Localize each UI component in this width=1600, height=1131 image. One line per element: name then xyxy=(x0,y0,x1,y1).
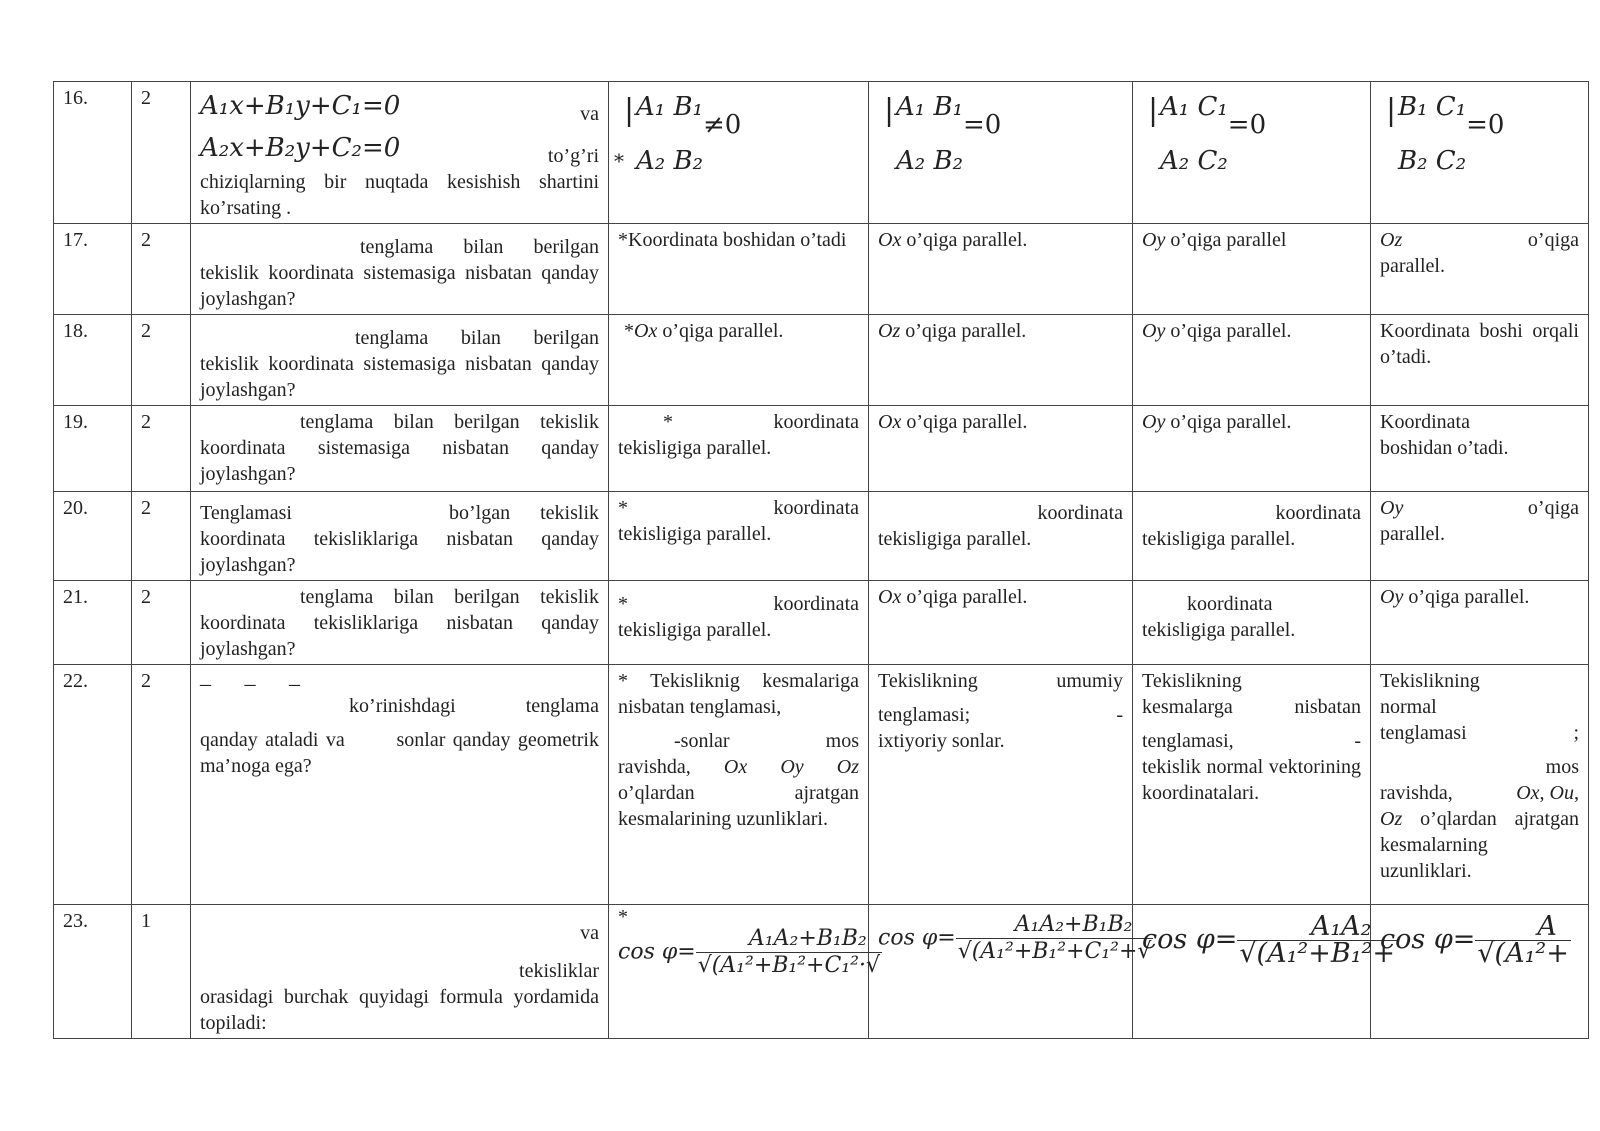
axis-name: Oy xyxy=(780,756,804,778)
answer-text: o’qiga parallel. xyxy=(657,320,784,342)
correct-mark: * xyxy=(663,411,673,433)
correct-mark: * xyxy=(614,149,624,173)
answer-text: tekisligiga parallel. xyxy=(878,528,1032,550)
formula-denominator: √(A₁²+B₁²+C₁²+√ xyxy=(957,939,1152,964)
question-row xyxy=(54,581,1589,665)
question-word: va xyxy=(580,922,599,944)
answer-option-correct xyxy=(609,224,869,315)
answer-text: * Tekisliknig kesmalariga nisbatan tenglamasi, xyxy=(618,670,859,718)
question-text xyxy=(191,492,609,581)
answer-text: o’qiga parallel. xyxy=(1380,229,1579,277)
determinant-relation: ≠0 xyxy=(703,110,742,140)
answer-option-correct: * Tekisliknig kesmalariga nisbatan tenglamasi, -sonlar mos ravishda, Ox Oy Oz o’qlardan ajratgan kesmalarining uzunliklari. xyxy=(609,665,869,905)
answer-text: *Koordinata boshidan o’tadi xyxy=(618,229,847,251)
answer-option-correct xyxy=(609,905,880,1039)
matrix-row-1: B₁ C₁ xyxy=(1398,92,1467,122)
answer-word: ravishda, xyxy=(1380,782,1453,804)
determinant-relation: =0 xyxy=(1466,110,1505,140)
question-text xyxy=(191,224,609,315)
answer-option: Tekislikning umumiy tenglamasi; - ixtiyoriy sonlar. xyxy=(869,665,1133,905)
answer-word: ravishda, xyxy=(618,756,691,778)
correct-mark: * xyxy=(618,906,628,928)
axis-name: Ox xyxy=(723,756,748,778)
answer-word: koordinata xyxy=(773,411,859,433)
question-row xyxy=(54,224,1589,315)
matrix-row-1: A₁ C₁ xyxy=(1160,92,1228,122)
axis-name: Oy xyxy=(1142,320,1166,342)
matrix-row-2: B₂ C₂ xyxy=(1398,146,1467,176)
answer-text: tekislik normal vektorining koordinatalari. xyxy=(1142,756,1361,804)
formula-numerator: A₁A₂+B₁B₂ xyxy=(696,926,882,953)
question-row xyxy=(54,905,1589,1039)
axis-name: Oy xyxy=(1142,411,1166,433)
answer-word: koordinata xyxy=(773,497,859,519)
question-score: 2 xyxy=(132,315,191,406)
question-text xyxy=(191,406,609,492)
answer-word: koordinata xyxy=(1275,502,1361,524)
axis-name: Oz xyxy=(1380,808,1403,830)
question-row xyxy=(54,82,1589,224)
axis-name: Ox xyxy=(878,229,902,251)
answer-option-correct xyxy=(609,492,869,581)
answer-option xyxy=(869,905,1152,1039)
answer-text: tekisligiga parallel. xyxy=(618,619,772,641)
answer-option xyxy=(1371,492,1589,581)
axis-name: Ox xyxy=(878,411,902,433)
axis-name: Ou xyxy=(1549,782,1574,804)
question-word: tekisliklar xyxy=(519,960,599,982)
answer-word: koordinata xyxy=(773,593,859,615)
answer-word: tenglamasi; xyxy=(878,704,971,726)
question-row xyxy=(54,492,1589,581)
answer-option: | A₁ C₁=0 A₂ C₂ xyxy=(1133,82,1371,224)
formula-placeholder: _ _ _ xyxy=(200,663,314,688)
question-word: va xyxy=(580,103,599,125)
answer-text: tekisligiga parallel. xyxy=(618,523,772,545)
answer-option: Tekislikning normal tenglamasi ; mos ravishda, Ox, Ou, Oz o’qlardan ajratgan kesmalarning uzunliklari. xyxy=(1371,665,1589,905)
matrix-row-2: A₂ B₂ xyxy=(636,146,703,176)
determinant-relation: =0 xyxy=(1227,110,1267,140)
question-word: tekislik xyxy=(540,502,599,524)
axis-name: Oy xyxy=(1142,229,1166,251)
formula-lhs: cos φ= xyxy=(878,925,956,951)
axis-name: Oz xyxy=(836,756,859,778)
formula-denominator: √(A₁²+B₁²+C₁²·√ xyxy=(697,953,880,978)
correct-mark: * xyxy=(618,593,628,615)
answer-text: o’qiga parallel. xyxy=(901,586,1028,608)
answer-text: tekisligiga parallel. xyxy=(618,437,772,459)
question-row xyxy=(54,315,1589,406)
answer-option xyxy=(1371,406,1589,492)
question-number: 16. xyxy=(54,82,132,224)
answer-option xyxy=(869,315,1133,406)
question-score: 2 xyxy=(132,224,191,315)
answer-option xyxy=(1371,905,1589,1039)
answer-text: o’qiga parallel. xyxy=(900,320,1027,342)
answer-option xyxy=(1133,315,1371,406)
answer-option: Tekislikning kesmalarga nisbatan tenglamasi, - tekislik normal vektorining koordinatalari. xyxy=(1133,665,1371,905)
formula-lhs: cos φ= xyxy=(618,939,696,965)
matrix-row-1: A₁ B₁ xyxy=(636,92,703,122)
axis-name: Ox xyxy=(878,586,902,608)
answer-option xyxy=(1133,581,1371,665)
line-equation-2: A₂x+B₂y+C₂=0 xyxy=(200,133,401,163)
question-number: 21. xyxy=(54,581,132,665)
answer-option xyxy=(869,224,1133,315)
formula-denominator: √(A₁²+B₁²+ xyxy=(1239,938,1395,969)
question-body: orasidagi burchak quyidagi formula yordamida topiladi: xyxy=(200,986,599,1034)
axis-name: Ox xyxy=(634,320,658,342)
answer-text: o’qiga parallel. xyxy=(1165,320,1292,342)
question-row xyxy=(54,406,1589,492)
answer-text: Koordinata boshidan o’tadi. xyxy=(1380,411,1509,459)
answer-word: tenglamasi, xyxy=(1142,730,1234,752)
answer-option xyxy=(1133,406,1371,492)
question-number: 17. xyxy=(54,224,132,315)
question-score: 1 xyxy=(132,905,191,1039)
answer-option xyxy=(869,406,1133,492)
answer-word: - xyxy=(1116,704,1123,726)
answer-word: ; xyxy=(1573,722,1579,744)
matrix-row-2: A₂ B₂ xyxy=(896,146,963,176)
question-number: 19. xyxy=(54,406,132,492)
answer-option: | B₁ C₁=0 B₂ C₂ xyxy=(1371,82,1589,224)
answer-text: o’qiga parallel xyxy=(1165,229,1287,251)
answer-text: Koordinata boshi orqali o’tadi. xyxy=(1380,320,1579,368)
question-row xyxy=(54,665,1589,905)
question-number: 18. xyxy=(54,315,132,406)
line-equation-1: A₁x+B₁y+C₁=0 xyxy=(200,91,401,121)
question-text xyxy=(191,82,609,224)
correct-mark: * xyxy=(624,320,634,342)
question-body: tenglama bilan berilgan tekislik koordinata sistemasiga nisbatan qanday joylashgan? xyxy=(200,236,599,310)
axis-name: Oy xyxy=(1380,586,1404,608)
correct-mark: * xyxy=(618,497,628,519)
question-text xyxy=(191,315,609,406)
question-body: tenglama bilan berilgan tekislik koordinata tekisliklariga nisbatan qanday joylashgan? xyxy=(200,586,599,660)
answer-word: koordinata xyxy=(1037,502,1123,524)
answer-option xyxy=(1133,224,1371,315)
question-word: tenglama xyxy=(525,695,599,717)
formula-lhs: cos φ= xyxy=(1380,924,1476,955)
answer-option xyxy=(1371,581,1589,665)
question-body: qanday ataladi va sonlar qanday geometrik ma’noga ega? xyxy=(200,729,604,777)
question-number: 23. xyxy=(54,905,132,1039)
question-score: 2 xyxy=(132,581,191,665)
matrix-row-1: A₁ B₁ xyxy=(896,92,963,122)
answer-text: o’qlardan ajratgan kesmalarning uzunliklari. xyxy=(1380,808,1579,882)
answer-option xyxy=(1371,315,1589,406)
answer-option xyxy=(869,581,1133,665)
axis-name: Oz xyxy=(878,320,901,342)
question-score: 2 xyxy=(132,665,191,905)
answer-text: tekisligiga parallel. xyxy=(1142,528,1296,550)
formula-numerator: A xyxy=(1475,914,1571,941)
question-score: 2 xyxy=(132,82,191,224)
answer-text: o’qiga parallel. xyxy=(1165,411,1292,433)
answer-option: | A₁ B₁=0 A₂ B₂ xyxy=(869,82,1133,224)
answer-option-correct xyxy=(609,315,869,406)
answer-word: mos xyxy=(1545,756,1579,778)
formula-numerator: A₁A₂ xyxy=(1237,914,1397,941)
answer-option xyxy=(1371,224,1589,315)
question-text xyxy=(191,665,609,905)
answer-word: Tekislikning xyxy=(1142,670,1242,692)
question-word: Tenglamasi xyxy=(200,502,292,524)
question-text xyxy=(191,905,609,1039)
matrix-row-2: A₂ C₂ xyxy=(1160,146,1228,176)
answer-text: ixtiyoriy sonlar. xyxy=(878,730,1005,752)
answer-word: - xyxy=(1354,730,1361,752)
question-word: ko’rinishdagi xyxy=(349,695,456,717)
question-body: koordinata tekisliklariga nisbatan qanday joylashgan? xyxy=(200,528,599,576)
axis-name: Oz xyxy=(1380,229,1403,251)
answer-option xyxy=(1133,492,1371,581)
question-body: tenglama bilan berilgan tekislik koordinata sistemasiga nisbatan qanday joylashgan? xyxy=(200,327,599,401)
answer-text: o’qiga parallel. xyxy=(901,411,1028,433)
axis-name: Ox xyxy=(1516,782,1540,804)
answer-option-correct: | A₁ B₁≠0 * A₂ B₂ xyxy=(609,82,869,224)
answer-word: koordinata xyxy=(1187,593,1273,615)
question-number: 22. xyxy=(54,665,132,905)
question-word: to’g’ri xyxy=(547,145,599,167)
question-score: 2 xyxy=(132,492,191,581)
answer-option-correct xyxy=(609,581,869,665)
question-body: tenglama bilan berilgan tekislik koordinata sistemasiga nisbatan qanday joylashgan? xyxy=(200,411,599,485)
formula-lhs: cos φ= xyxy=(1142,924,1238,955)
formula-numerator: A₁A₂+B₁B₂ xyxy=(956,912,1154,939)
answer-text: o’qiga parallel. xyxy=(1403,586,1530,608)
formula-denominator: √(A₁²+ xyxy=(1477,938,1569,969)
answer-option-correct xyxy=(609,406,869,492)
question-number: 20. xyxy=(54,492,132,581)
question-score: 2 xyxy=(132,406,191,492)
question-body: chiziqlarning bir nuqtada kesishish shartini ko’rsating . xyxy=(200,171,599,219)
determinant-relation: =0 xyxy=(963,110,1002,140)
answer-text: tekisligiga parallel. xyxy=(1142,619,1296,641)
answer-text: o’qiga parallel. xyxy=(901,229,1028,251)
answer-text: o’qiga parallel. xyxy=(1380,497,1579,545)
answer-option xyxy=(1133,905,1395,1039)
test-questions-table xyxy=(53,81,1589,1039)
answer-option xyxy=(869,492,1133,581)
question-text xyxy=(191,581,609,665)
answer-text: Tekislikning normal xyxy=(1380,670,1480,718)
answer-text: o’qlardan ajratgan kesmalarining uzunliklari. xyxy=(618,782,859,830)
axis-name: Oy xyxy=(1380,497,1404,519)
answer-word: tenglamasi xyxy=(1380,722,1467,744)
question-word: bo’lgan xyxy=(449,502,511,524)
